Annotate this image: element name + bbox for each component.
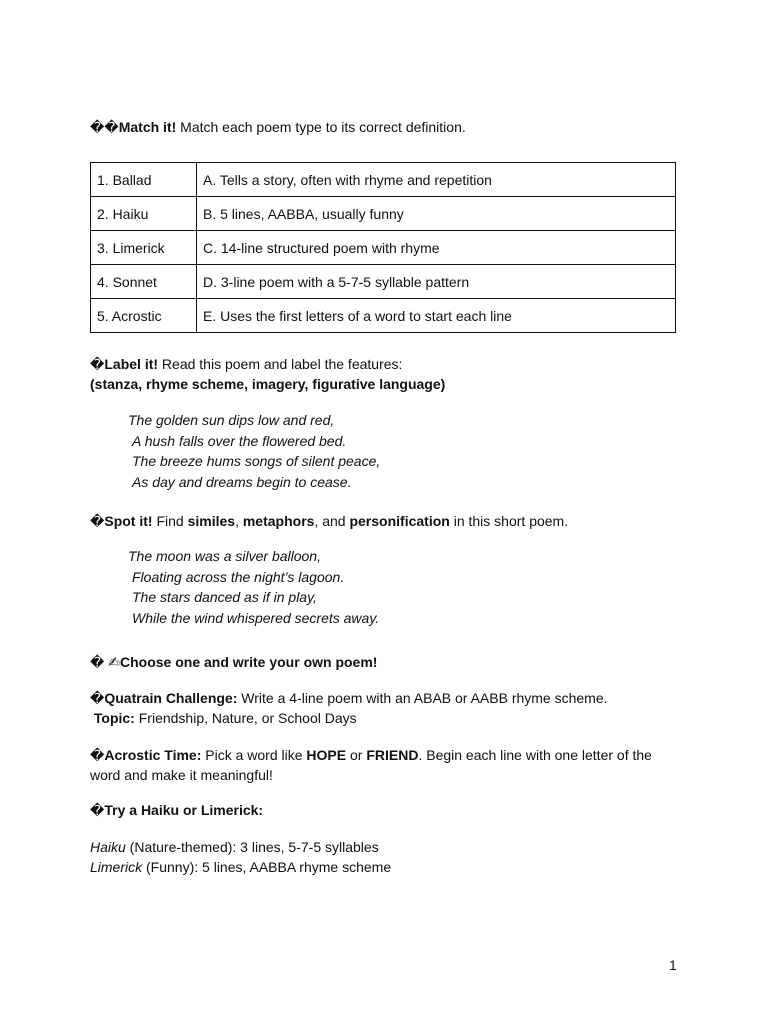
poem-line: The breeze hums songs of silent peace, bbox=[132, 453, 381, 469]
match-instructions: Match each poem type to its correct definition. bbox=[176, 119, 466, 135]
definition-cell: C. 14-line structured poem with rhyme bbox=[197, 231, 676, 265]
quatrain-text: Write a 4-line poem with an ABAB or AABB rhyme scheme. bbox=[237, 690, 608, 706]
spot-text: Find bbox=[152, 513, 188, 529]
definition-cell: B. 5 lines, AABBA, usually funny bbox=[197, 197, 676, 231]
write-icon: � ✍ bbox=[90, 654, 120, 670]
topic-label: Topic: bbox=[93, 710, 135, 726]
match-icon: �� bbox=[90, 119, 119, 135]
acrostic-word-friend: FRIEND bbox=[366, 747, 419, 763]
poem-type-cell: 4. Sonnet bbox=[91, 265, 197, 299]
spot-term-personification: personification bbox=[349, 513, 450, 529]
spot-term-metaphors: metaphors bbox=[242, 513, 315, 529]
page-number: 1 bbox=[669, 957, 677, 973]
quatrain-icon: � bbox=[90, 690, 105, 706]
poem-line: As day and dreams begin to cease. bbox=[132, 473, 352, 490]
table-row bbox=[91, 163, 676, 197]
acrostic-text: Pick a word like bbox=[201, 747, 307, 763]
label-features: (stanza, rhyme scheme, imagery, figurative language) bbox=[90, 376, 446, 392]
match-heading bbox=[90, 117, 690, 137]
spot-icon: � bbox=[90, 513, 105, 529]
topic-text: Friendship, Nature, or School Days bbox=[134, 710, 357, 726]
quatrain-title: Quatrain Challenge: bbox=[104, 690, 238, 706]
poem-line: Floating across the night’s lagoon. bbox=[132, 568, 345, 585]
spot-text: in this short poem. bbox=[449, 513, 569, 529]
spot-poem bbox=[128, 546, 379, 628]
acrostic-text: or bbox=[346, 747, 367, 763]
poem-type-cell: 2. Haiku bbox=[91, 197, 197, 231]
label-heading bbox=[90, 354, 690, 394]
spot-title: Spot it! bbox=[104, 513, 153, 529]
poem-type-cell: 1. Ballad bbox=[91, 163, 197, 197]
haiku-label: Haiku bbox=[90, 839, 126, 855]
poem-type-cell: 5. Acrostic bbox=[91, 299, 197, 333]
spot-text: , and bbox=[314, 513, 350, 529]
poem-type-cell: 3. Limerick bbox=[91, 231, 197, 265]
acrostic-text: . Begin each line with one letter of the word and make it meaningful! bbox=[90, 747, 652, 783]
quatrain-section bbox=[90, 688, 690, 728]
table-row bbox=[91, 197, 676, 231]
write-title: Choose one and write your own poem! bbox=[119, 654, 378, 670]
spot-term-similes: similes bbox=[187, 513, 236, 529]
poem-line: The moon was a silver balloon, bbox=[128, 548, 321, 564]
definition-cell: E. Uses the first letters of a word to start each line bbox=[197, 299, 676, 333]
definition-cell: A. Tells a story, often with rhyme and repetition bbox=[197, 163, 676, 197]
acrostic-icon: � bbox=[90, 747, 105, 763]
haiku-title: Try a Haiku or Limerick: bbox=[104, 802, 264, 818]
table-row bbox=[91, 299, 676, 333]
write-heading bbox=[90, 652, 690, 672]
label-title: Label it! bbox=[104, 356, 159, 372]
acrostic-word-hope: HOPE bbox=[306, 747, 347, 763]
poem-line: While the wind whispered secrets away. bbox=[132, 609, 380, 626]
table-row bbox=[91, 265, 676, 299]
haiku-heading bbox=[90, 800, 690, 820]
spot-heading bbox=[90, 511, 690, 531]
match-table bbox=[90, 162, 676, 333]
spot-text: , bbox=[235, 513, 243, 529]
label-icon: � bbox=[90, 356, 105, 372]
limerick-label: Limerick bbox=[90, 859, 143, 875]
label-instructions: Read this poem and label the features: bbox=[158, 356, 403, 372]
poem-line: A hush falls over the flowered bed. bbox=[132, 432, 347, 449]
haiku-details bbox=[90, 837, 690, 877]
label-poem bbox=[128, 410, 380, 492]
poem-line: The golden sun dips low and red, bbox=[128, 412, 335, 428]
acrostic-title: Acrostic Time: bbox=[104, 747, 202, 763]
match-title: Match it! bbox=[118, 119, 177, 135]
definition-cell: D. 3-line poem with a 5-7-5 syllable pattern bbox=[197, 265, 676, 299]
table-row bbox=[91, 231, 676, 265]
haiku-text: (Nature-themed): 3 lines, 5-7-5 syllables bbox=[125, 839, 379, 855]
limerick-text: (Funny): 5 lines, AABBA rhyme scheme bbox=[142, 859, 392, 875]
haiku-icon: � bbox=[90, 802, 105, 818]
poem-line: The stars danced as if in play, bbox=[132, 589, 317, 605]
acrostic-section bbox=[90, 745, 680, 785]
